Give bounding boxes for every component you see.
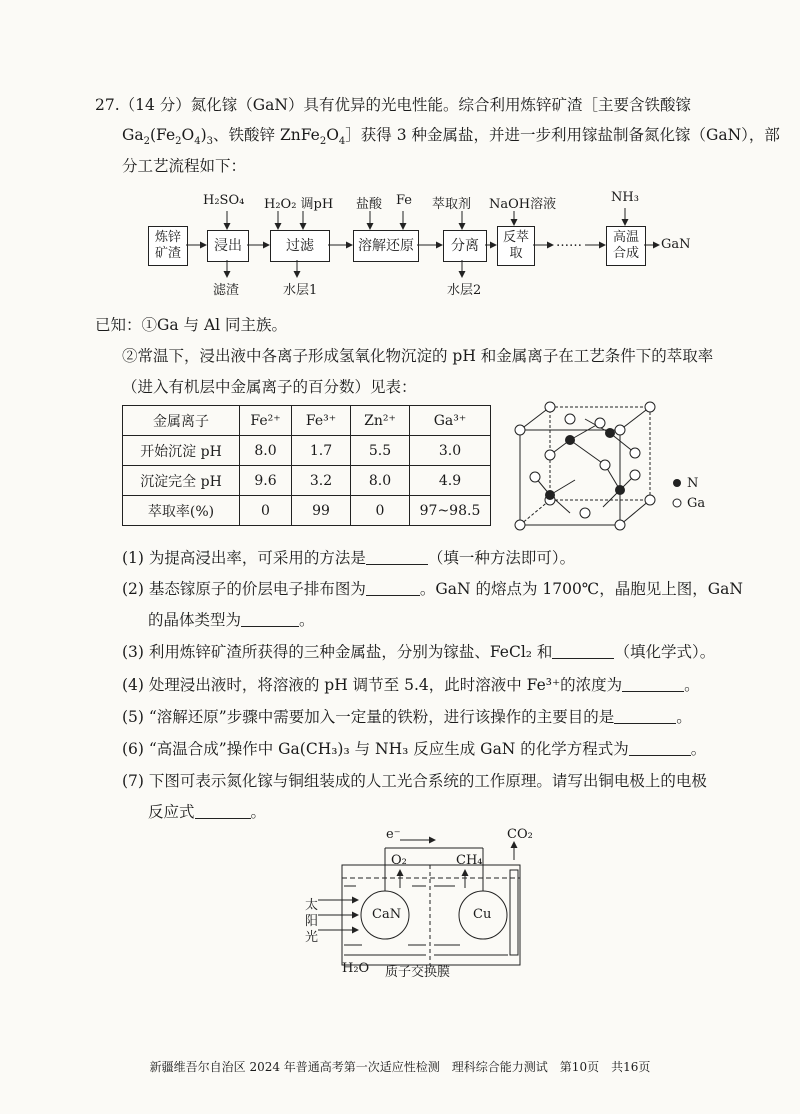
- table-header-cell: Fe²⁺: [240, 406, 292, 436]
- subquestion-2: (2) 基态镓原子的价层电子排布图为 。GaN 的熔点为 1700℃，晶胞见上图，GaN: [122, 580, 743, 598]
- table-cell: 97~98.5: [410, 496, 491, 526]
- table-row: [123, 496, 491, 526]
- output-gan: GaN: [661, 237, 691, 252]
- flow-box-synth: 高温合成: [606, 226, 646, 266]
- table-header-cell: Zn²⁺: [351, 406, 410, 436]
- known-line3: （进入有机层中金属离子的百分数）见表：: [122, 378, 417, 396]
- answer-blank[interactable]: [629, 741, 691, 756]
- cell-membrane-label: 质子交换膜: [385, 965, 451, 980]
- input-naoh: NaOH溶液: [489, 197, 557, 212]
- table-cell: 开始沉淀 pH: [123, 436, 240, 466]
- known-line2: ②常温下，浸出液中各离子形成氢氧化物沉淀的 pH 和金属离子在工艺条件下的萃取率: [122, 347, 714, 365]
- page-footer: 新疆维吾尔自治区 2024 年普通高考第一次适应性检测 理科综合能力测试 第10页 共16页: [149, 1060, 651, 1074]
- cell-cu-label: Cu: [473, 907, 492, 922]
- table-cell: 9.6: [240, 466, 292, 496]
- table-cell: 99: [292, 496, 351, 526]
- table-cell: 1.7: [292, 436, 351, 466]
- table-header-cell: 金属离子: [123, 406, 240, 436]
- flow-box-dissolve: 溶解还原: [353, 230, 419, 262]
- cell-gan-label: CaN: [372, 907, 402, 922]
- output-residue: 滤渣: [213, 283, 240, 298]
- flow-box-leach: 浸出: [207, 230, 249, 262]
- flow-ellipsis: ……: [556, 235, 582, 250]
- answer-blank[interactable]: [366, 581, 420, 596]
- cell-co2-label: CO₂: [507, 827, 533, 842]
- table-header-cell: Ga³⁺: [410, 406, 491, 436]
- subquestion-5: (5) “溶解还原”步骤中需要加入一定量的铁粉，进行该操作的主要目的是 。: [122, 708, 692, 726]
- table-row: [123, 466, 491, 496]
- flow-box-back-extract: 反萃取: [497, 226, 535, 266]
- input-fe: Fe: [396, 193, 413, 208]
- table-cell: 4.9: [410, 466, 491, 496]
- flow-box-separate: 分离: [443, 230, 487, 262]
- subquestion-7: (7) 下图可表示氮化镓与铜组装成的人工光合系统的工作原理。请写出铜电极上的电极: [122, 772, 707, 790]
- question-heading: 27.（14 分）氮化镓（GaN）具有优异的光电性能。综合利用炼锌矿渣［主要含铁酸镓: [95, 96, 691, 114]
- table-cell: 8.0: [240, 436, 292, 466]
- question-heading-line2: $Ga_2(Fe_2O_4)_3$、铁酸锌 $ZnFe_2O_4]$获得 3 种金属盐，并进一步利用镓盐制备氮化镓（GaN），部: [122, 126, 780, 148]
- table-cell: 沉淀完全 pH: [123, 466, 240, 496]
- flow-arrows: [0, 0, 800, 320]
- table-cell: 3.0: [410, 436, 491, 466]
- answer-blank[interactable]: [195, 804, 251, 819]
- answer-blank[interactable]: [241, 612, 299, 627]
- input-hcl: 盐酸: [356, 197, 383, 212]
- legend-ga: Ga: [687, 496, 706, 511]
- table-cell: 0: [351, 496, 410, 526]
- answer-blank[interactable]: [614, 709, 676, 724]
- table-cell: 8.0: [351, 466, 410, 496]
- table-row: [123, 436, 491, 466]
- subquestion-3: (3) 利用炼锌矿渣所获得的三种金属盐，分别为镓盐、FeCl₂ 和 （填化学式）。: [122, 643, 716, 661]
- table-cell: 3.2: [292, 466, 351, 496]
- input-nh3: NH₃: [611, 190, 639, 205]
- answer-blank[interactable]: [366, 550, 428, 565]
- photosynthesis-cell-figure: [300, 830, 560, 980]
- subquestion-1: (1) 为提高浸出率，可采用的方法是 （填一种方法即可）。: [122, 549, 576, 567]
- subquestion-4: (4) 处理浸出液时，将溶液的 pH 调节至 5.4，此时溶液中 Fe³⁺的浓度为 。: [122, 676, 700, 694]
- subquestion-7b: 反应式 。: [148, 803, 267, 821]
- known-line1: 已知：①Ga 与 Al 同主族。: [95, 316, 288, 334]
- question-heading-line3: 分工艺流程如下：: [122, 157, 247, 175]
- input-h2so4: H₂SO₄: [203, 193, 245, 208]
- input-extractant: 萃取剂: [432, 197, 472, 212]
- output-water1: 水层1: [283, 283, 318, 298]
- cell-sunlight-1: 太: [305, 898, 319, 913]
- table-cell: 萃取率(%): [123, 496, 240, 526]
- cell-ch4-label: CH₄: [456, 853, 483, 868]
- cell-o2-label: O₂: [391, 853, 407, 868]
- answer-blank[interactable]: [552, 644, 614, 659]
- table-header-row: [123, 406, 491, 436]
- subquestion-6: (6) “高温合成”操作中 Ga(CH₃)₃ 与 NH₃ 反应生成 GaN 的化学方程式为 。: [122, 740, 707, 758]
- ion-data-table: [122, 405, 491, 526]
- flow-box-filter: 过滤: [270, 230, 330, 262]
- legend-n: N: [687, 476, 699, 491]
- cell-electron-label: e⁻: [386, 827, 401, 842]
- answer-blank[interactable]: [622, 677, 684, 692]
- gan-unit-cell-figure: [505, 395, 705, 535]
- subquestion-2b: 的晶体类型为 。: [148, 611, 315, 629]
- cell-sunlight-3: 光: [305, 930, 319, 945]
- input-h2o2-ph: H₂O₂ 调pH: [264, 197, 334, 212]
- cell-h2o-label: H₂O: [342, 961, 370, 976]
- output-water2: 水层2: [447, 283, 482, 298]
- table-header-cell: Fe³⁺: [292, 406, 351, 436]
- table-cell: 0: [240, 496, 292, 526]
- table-cell: 5.5: [351, 436, 410, 466]
- flow-box-ore: 炼锌矿渣: [148, 226, 188, 266]
- cell-sunlight-2: 阳: [305, 914, 319, 929]
